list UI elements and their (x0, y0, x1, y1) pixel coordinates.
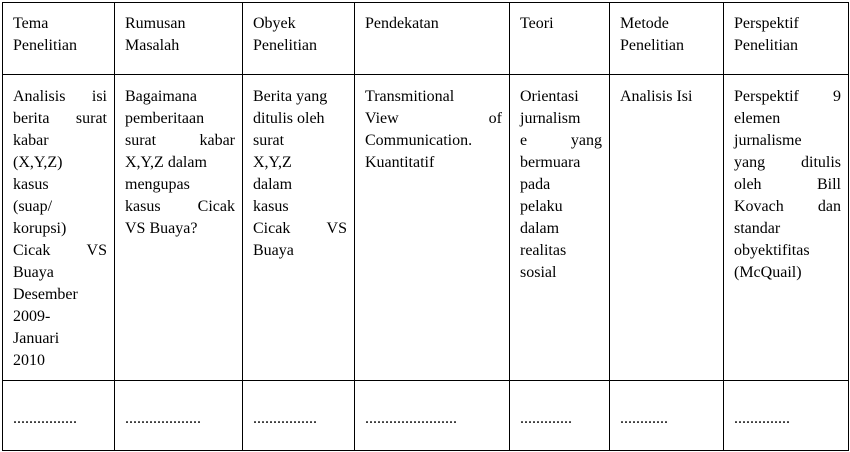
cell-tema: Analisis isi berita surat kabar (X,Y,Z) kasus (suap/ korupsi) Cicak VS Buaya Desember 2009- Januari 2010 (3, 75, 115, 381)
cell-pendekatan: Transmitional View of Communication. Kuantitatif (355, 75, 510, 381)
cell-metode: Analisis Isi (610, 75, 724, 381)
dots-cell: ................... (115, 381, 243, 451)
header-obyek-penelitian: Obyek Penelitian (243, 3, 355, 75)
header-perspektif-penelitian: Perspektif Penelitian (724, 3, 849, 75)
header-tema-penelitian: Tema Penelitian (3, 3, 115, 75)
header-row (3, 3, 849, 75)
dots-cell: ................ (243, 381, 355, 451)
dots-cell: .............. (724, 381, 849, 451)
dots-cell: ................ (3, 381, 115, 451)
dots-cell: ............ (610, 381, 724, 451)
dots-cell: ............. (510, 381, 610, 451)
header-teori: Teori (510, 3, 610, 75)
dots-cell: ....................... (355, 381, 510, 451)
cell-rumusan: Bagaimana pemberitaan surat kabar X,Y,Z dalam mengupas kasus Cicak VS Buaya? (115, 75, 243, 381)
placeholder-row (3, 381, 849, 451)
header-pendekatan: Pendekatan (355, 3, 510, 75)
header-rumusan-masalah: Rumusan Masalah (115, 3, 243, 75)
cell-obyek: Berita yang ditulis oleh surat X,Y,Z dalam kasus Cicak VS Buaya (243, 75, 355, 381)
header-metode-penelitian: Metode Penelitian (610, 3, 724, 75)
body-row (3, 75, 849, 381)
cell-perspektif: Perspektif 9 elemen jurnalisme yang ditulis oleh Bill Kovach dan standar obyektifitas (McQuail) (724, 75, 849, 381)
research-table (2, 2, 849, 451)
cell-teori: Orientasi jurnalism e yang bermuara pada pelaku dalam realitas sosial (510, 75, 610, 381)
